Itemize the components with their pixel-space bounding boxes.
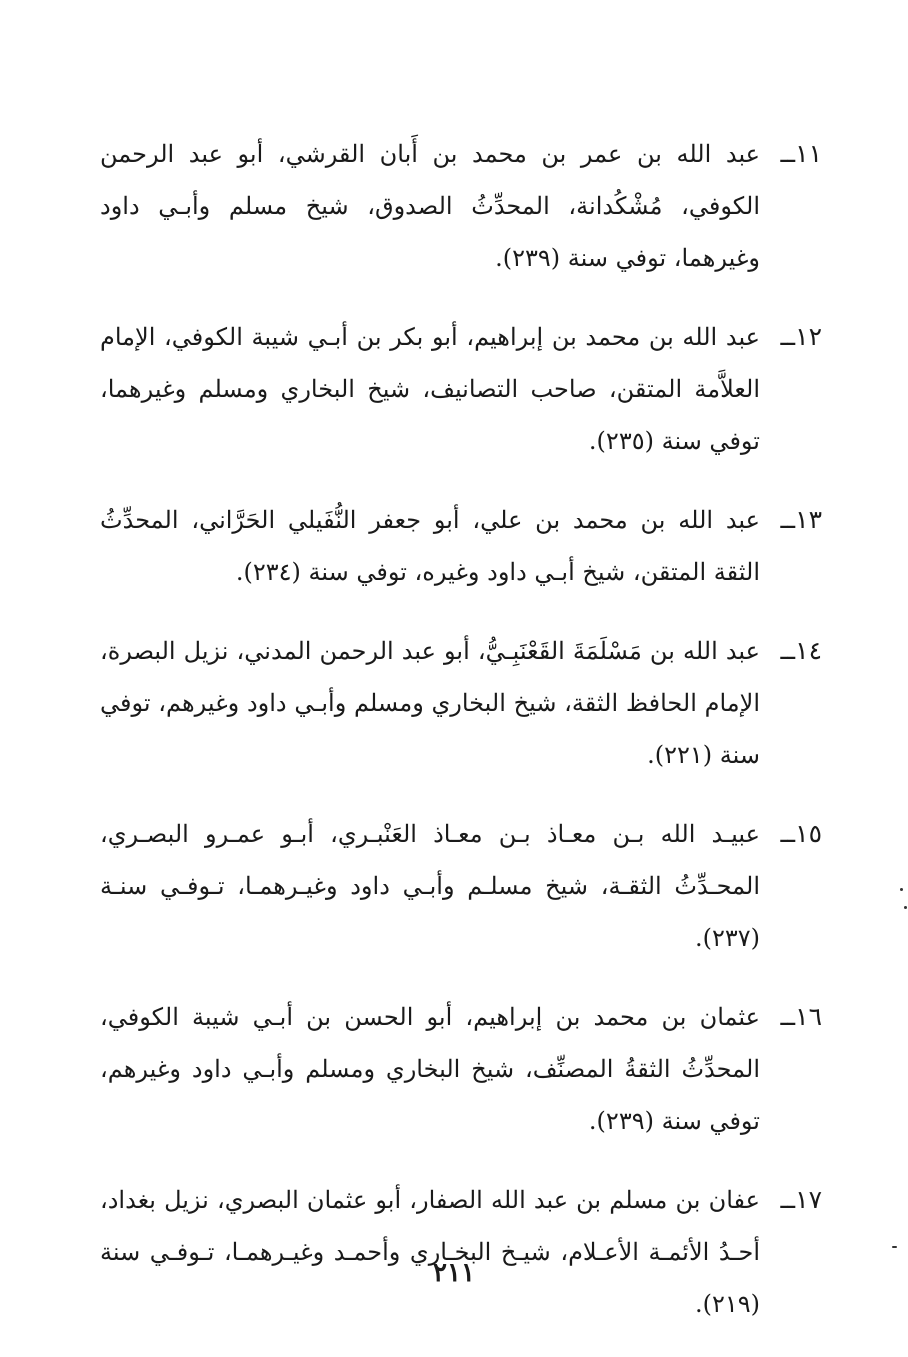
entry-13 bbox=[100, 494, 822, 598]
scan-speck bbox=[904, 906, 907, 909]
entry-14 bbox=[100, 625, 822, 781]
entry-15 bbox=[100, 808, 822, 964]
entry-number: ١١ــ bbox=[780, 139, 822, 168]
scan-speck bbox=[900, 888, 903, 891]
entry-text: عبد الله بن عمر بن محمد بن أَبان القرشي، أبو عبد الرحمن الكوفي، مُشْكُدانة، المحدِّثُ الصدوق، شيخ مسلم وأبـي داود وغيرهما، توفي سنة (٢٣٩). bbox=[100, 140, 761, 272]
entry-number: ١٢ــ bbox=[780, 322, 822, 351]
entry-16 bbox=[100, 991, 822, 1147]
entry-text: عفان بن مسلم بن عبد الله الصفار، أبو عثمان البصري، نزيل بغداد، أحـدُ الأئمـة الأعـلام، شيـخ البخـاري وأحمـد وغيـرهمـا، تـوفـي سنة (٢١٩). bbox=[100, 1186, 760, 1318]
entry-text: عبد الله بن محمد بن إبراهيم، أبو بكر بن أبـي شيبة الكوفي، الإمام العلاَّمة المتقن، صاحب التصانيف، شيخ البخاري ومسلم وغيرهما، توفي سنة (٢٣٥). bbox=[100, 323, 760, 455]
entry-text: عبد الله بن محمد بن علي، أبو جعفر النُّفَيلي الحَرَّاني، المحدِّثُ الثقة المتقن، شيخ أبـي داود وغيره، توفي سنة (٢٣٤). bbox=[100, 506, 760, 586]
entry-number: ١٤ــ bbox=[780, 636, 822, 665]
entry-text: عبيـد الله بـن معـاذ بـن معـاذ العَنْبـري، أبـو عمـرو البصـري، المحـدِّثُ الثقـة، شيخ مسلـم وأبـي داود وغيـرهمـا، تـوفـي سنـة (٢٣٧). bbox=[100, 820, 760, 952]
scan-speck bbox=[892, 1246, 897, 1248]
entry-12 bbox=[100, 311, 822, 467]
entry-17 bbox=[100, 1174, 822, 1330]
entry-text: عثمان بن محمد بن إبراهيم، أبو الحسن بن أبـي شيبة الكوفي، المحدِّثُ الثقةُ المصنِّف، شيخ البخاري ومسلم وأبـي داود وغيرهم، توفي سنة (٢٣٩). bbox=[100, 1003, 760, 1135]
entry-number: ١٧ــ bbox=[780, 1185, 822, 1214]
entry-number: ١٣ــ bbox=[780, 505, 822, 534]
page-number: ٢١١ bbox=[433, 1258, 475, 1288]
entry-number: ١٦ــ bbox=[780, 1002, 822, 1031]
entry-11 bbox=[100, 128, 822, 284]
entries-list bbox=[100, 128, 822, 1357]
entry-number: ١٥ــ bbox=[780, 819, 822, 848]
entry-text: عبد الله بن مَسْلَمَةَ القَعْنَبِـيُّ، أبو عبد الرحمن المدني، نزيل البصرة، الإمام الحافظ الثقة، شيخ البخاري ومسلم وأبـي داود وغيرهم، توفي سنة (٢٢١). bbox=[100, 637, 760, 769]
